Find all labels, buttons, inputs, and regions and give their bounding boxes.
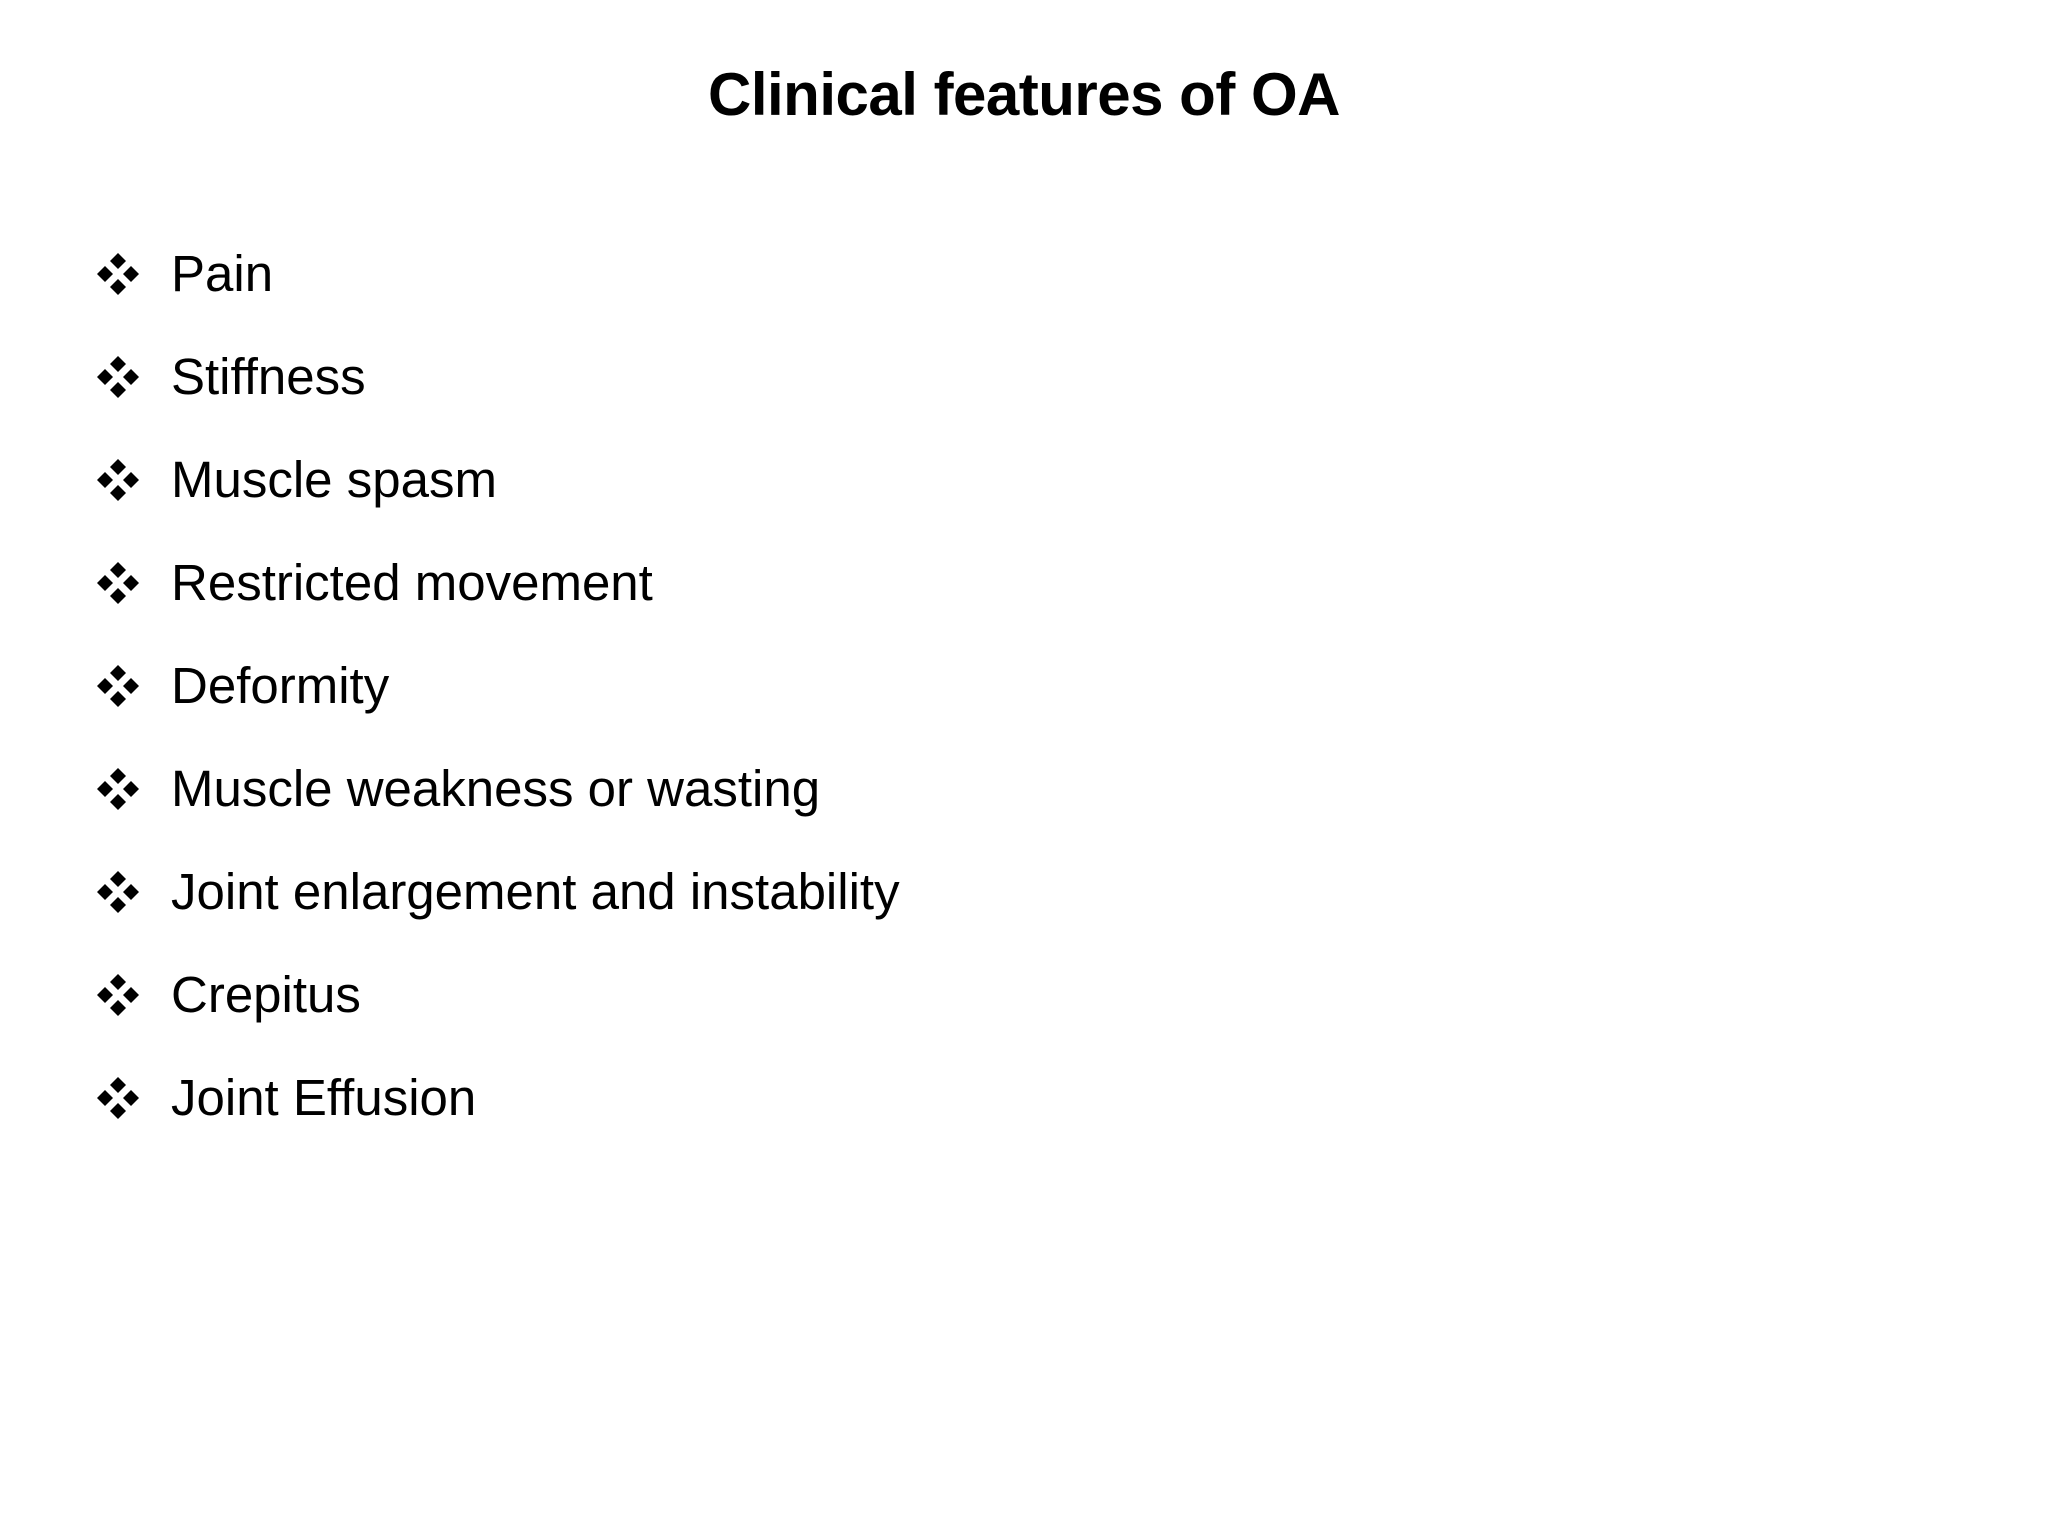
list-item xyxy=(95,943,900,1046)
four-diamond-bullet-icon xyxy=(95,1075,141,1121)
list-item xyxy=(95,634,900,737)
bullet-text: Deformity xyxy=(171,656,390,714)
four-diamond-bullet-icon xyxy=(95,766,141,812)
bullet-text: Restricted movement xyxy=(171,553,653,611)
bullet-text: Crepitus xyxy=(171,965,361,1023)
list-item xyxy=(95,325,900,428)
four-diamond-bullet-icon xyxy=(95,354,141,400)
bullet-text: Stiffness xyxy=(171,347,366,405)
four-diamond-bullet-icon xyxy=(95,560,141,606)
bullet-text: Joint Effusion xyxy=(171,1068,477,1126)
list-item xyxy=(95,531,900,634)
four-diamond-bullet-icon xyxy=(95,457,141,503)
four-diamond-bullet-icon xyxy=(95,663,141,709)
list-item xyxy=(95,222,900,325)
bullet-text: Pain xyxy=(171,244,274,302)
bullet-text: Muscle weakness or wasting xyxy=(171,759,821,817)
bullet-text: Muscle spasm xyxy=(171,450,497,508)
list-item xyxy=(95,840,900,943)
four-diamond-bullet-icon xyxy=(95,869,141,915)
list-item xyxy=(95,737,900,840)
four-diamond-bullet-icon xyxy=(95,972,141,1018)
list-item xyxy=(95,1046,900,1149)
bullet-list xyxy=(95,222,900,1149)
bullet-text: Joint enlargement and instability xyxy=(171,862,900,920)
list-item xyxy=(95,428,900,531)
slide-title: Clinical features of OA xyxy=(708,61,1340,128)
four-diamond-bullet-icon xyxy=(95,251,141,297)
